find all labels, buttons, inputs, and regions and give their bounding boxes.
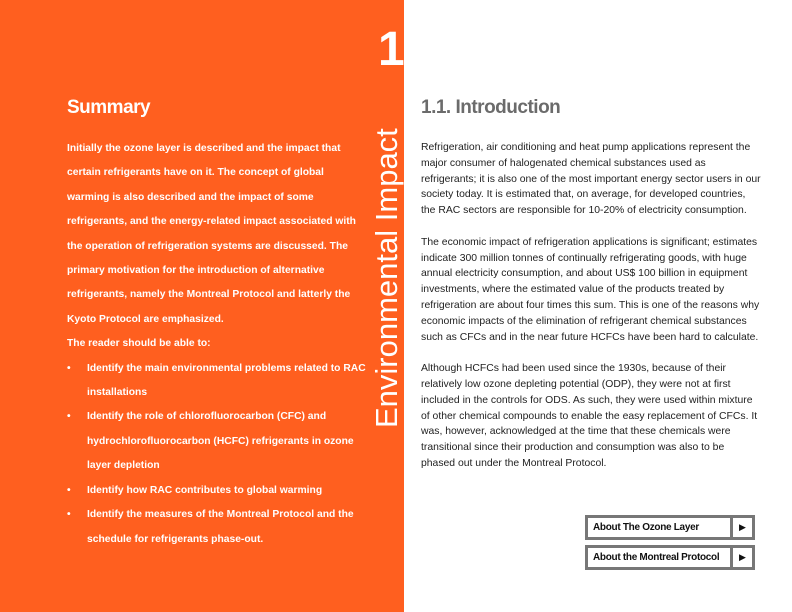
about-ozone-layer-button[interactable] [585, 515, 755, 540]
chapter-number: 1 [378, 23, 405, 76]
play-arrow-icon: ▶ [730, 548, 752, 567]
list-item: • Identify the role of chlorofluorocarbon (CFC) and hydrochlorofluorocarbon (HCFC) refrigerants in ozone layer depletion [67, 405, 367, 478]
list-item: • Identify the main environmental problems related to RAC installations [67, 357, 367, 406]
section-body [421, 140, 761, 488]
paragraph: The economic impact of refrigeration applications is significant; estimates indicate 300 million tonnes of continually refrigerating goods, with huge annual electricity consumption, and about US$ 100 billion in equipment investments, where the estimated value of the products treated by refrigeration are about four times this sum. This is one of the reasons why economic impacts of the elimination of refrigerant chemical substances such as CFCs and in the near future HCFCs have been hard to calculate. [421, 236, 760, 343]
button-label: About the Montreal Protocol [593, 552, 720, 563]
about-montreal-protocol-button[interactable] [585, 545, 755, 570]
paragraph: Refrigeration, air conditioning and heat pump applications represent the major consumer of halogenated chemical substances used as refrigerants; it is also one of the most important energy sector users in our society today. It is estimated that, on average, for developed countries, the RAC sectors are responsible for 10-20% of electricity consumption. [421, 142, 761, 217]
button-label: About The Ozone Layer [593, 522, 699, 533]
summary-paragraph: Initially the ozone layer is described and the impact that certain refrigerants have on it. The concept of global warming is also described and the impact of some refrigerants, and the energy-related impact associated with the operation of refrigeration systems are discussed. The primary motivation for the introduction of alternative refrigerants, namely the Montreal Protocol and latterly the Kyoto Protocol are emphasized. [67, 143, 356, 325]
section-title: 1.1. Introduction [421, 97, 561, 118]
play-arrow-icon: ▶ [730, 518, 752, 537]
chapter-title: Environmental Impact [369, 128, 404, 428]
paragraph: Although HCFCs had been used since the 1930s, because of their relatively low ozone depleting potential (ODP), they were not at first included in the controls for ODS. As such, they were used within mixture of other chemical compounds to enable the easy replacement of CFCs. It was, however, acknowledged at the time that these chemicals were transitional since their production and consumption was also to be phased out under the Montreal Protocol. [421, 363, 758, 469]
objectives-list [67, 357, 367, 552]
summary-title: Summary [67, 97, 151, 118]
list-item: • Identify the measures of the Montreal Protocol and the schedule for refrigerants phase-out. [67, 503, 367, 552]
summary-lead: The reader should be able to: [67, 338, 211, 350]
list-item: • Identify how RAC contributes to global warming [67, 479, 367, 503]
summary-body [67, 137, 367, 552]
